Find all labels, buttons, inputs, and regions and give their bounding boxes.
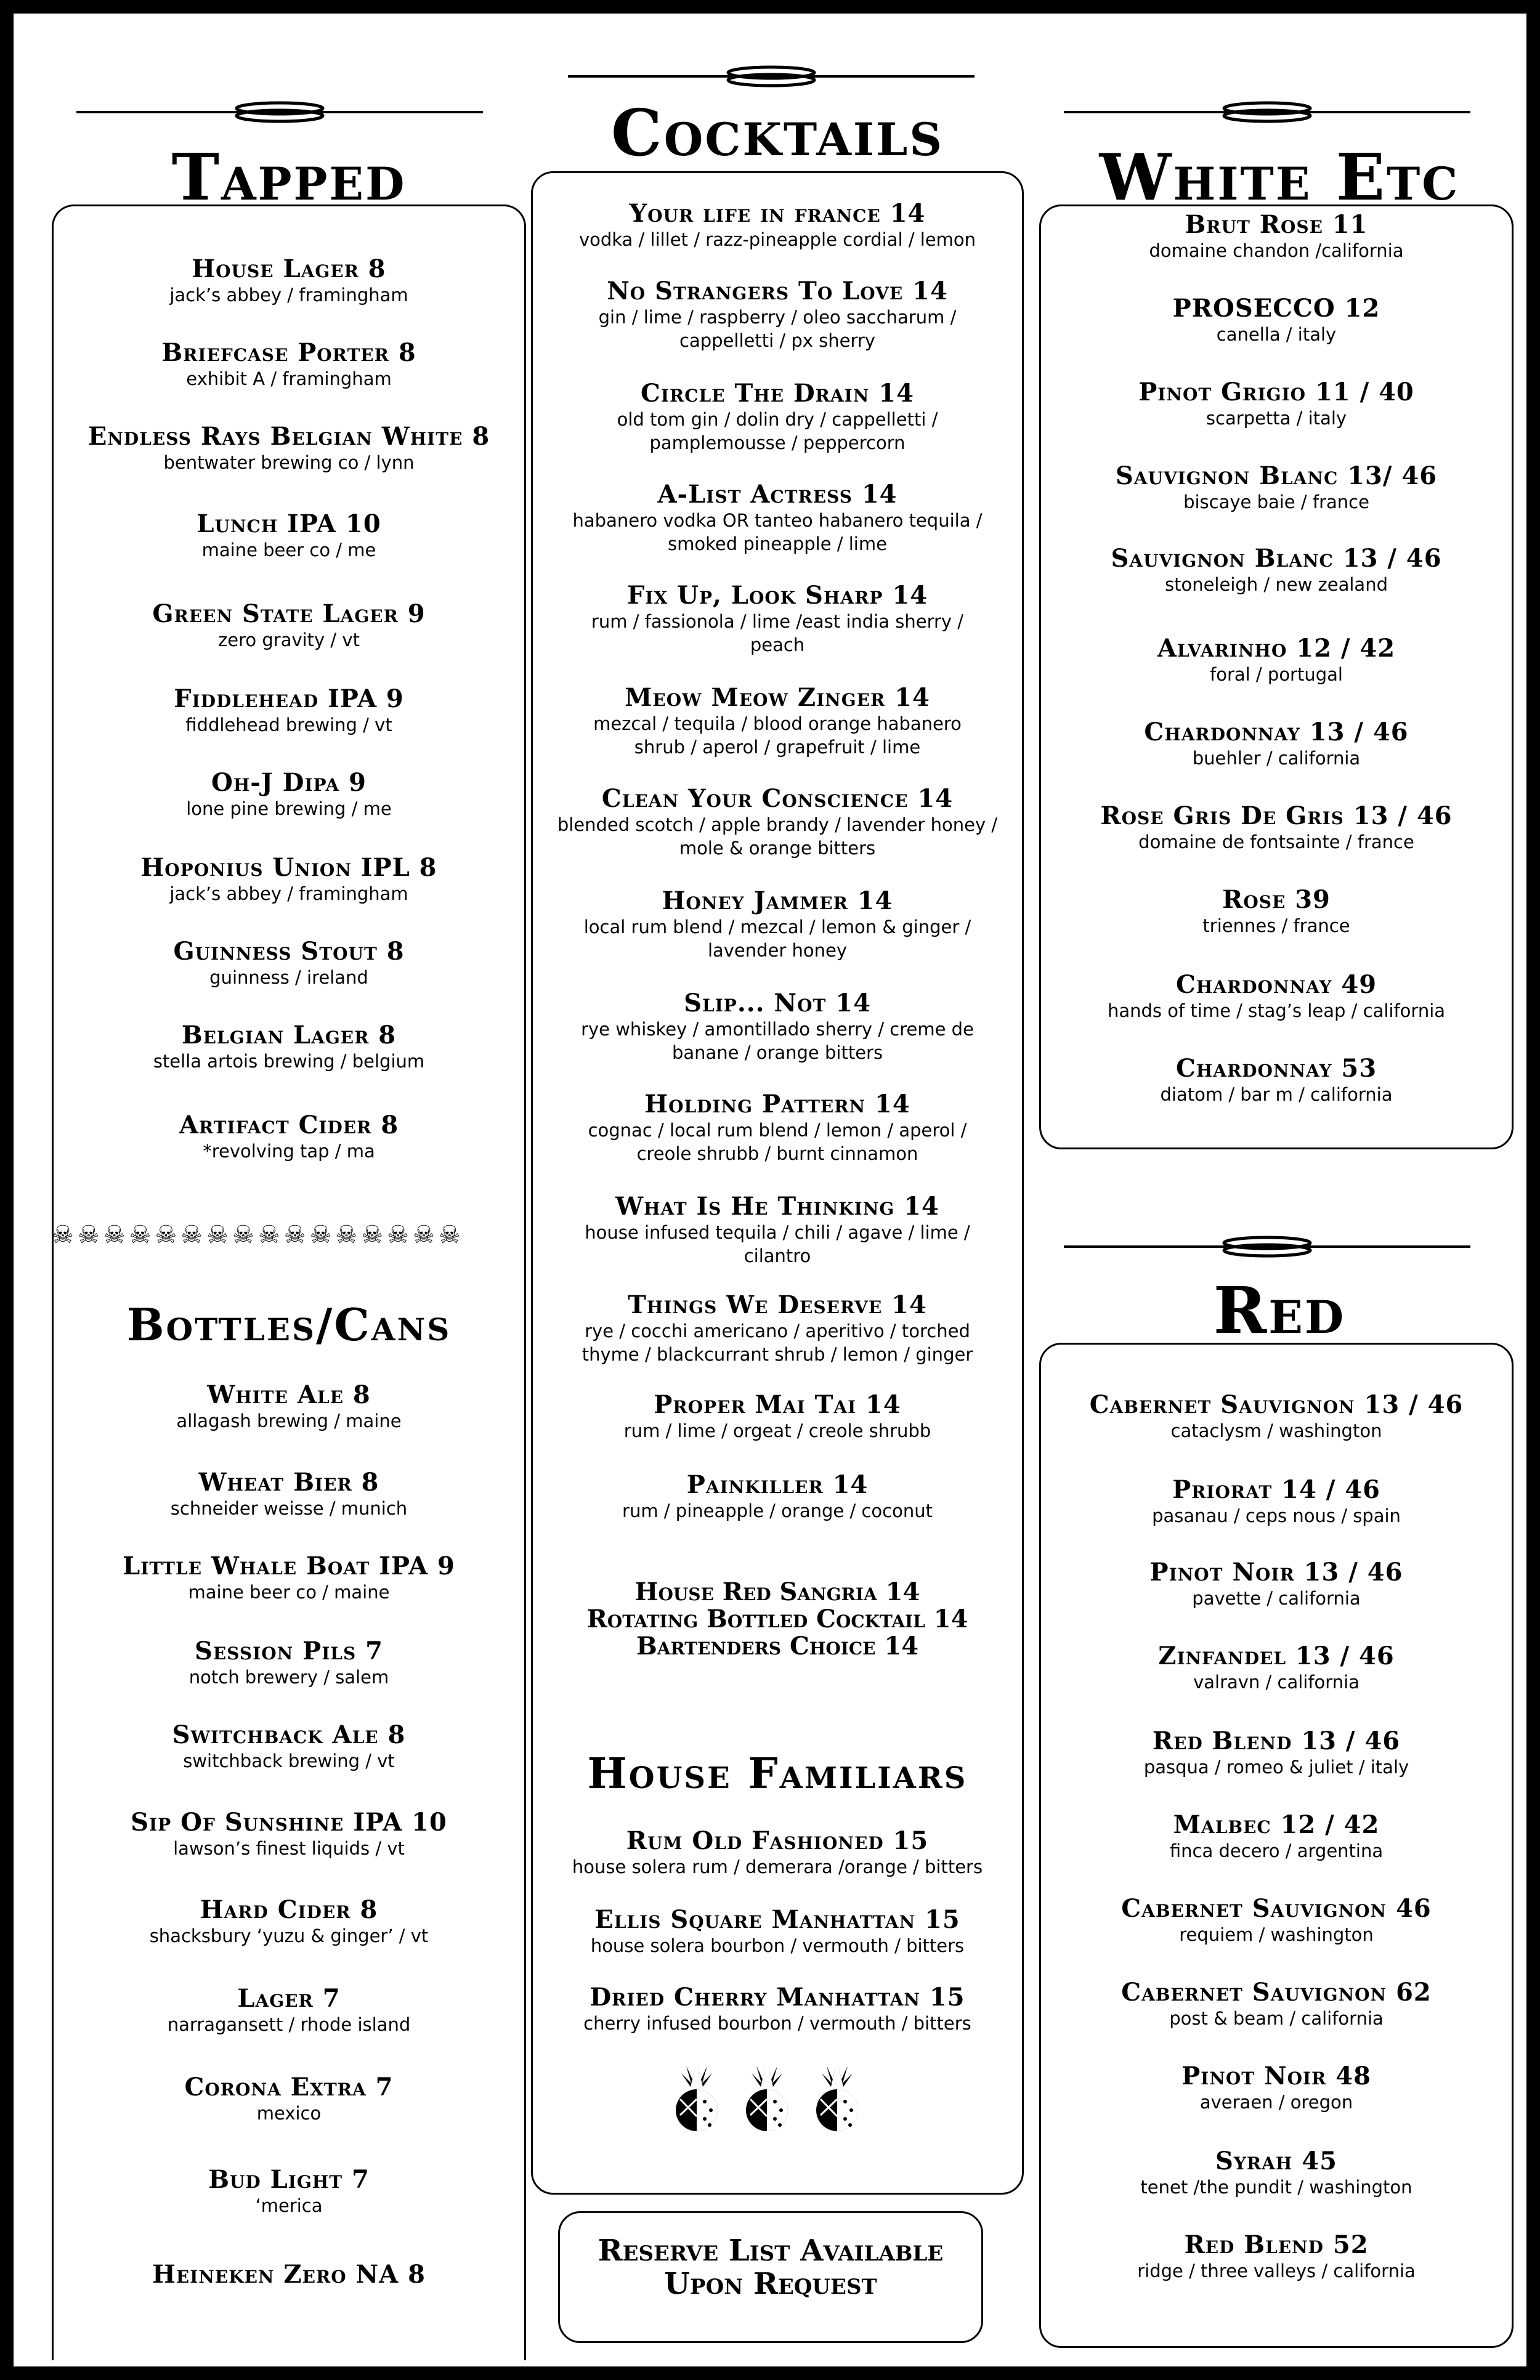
item-name: Cabernet Sauvignon 62: [1121, 1978, 1432, 2007]
item-name: House Lager 8: [192, 254, 386, 283]
menu-item: [1039, 1391, 1514, 1443]
item-description: rum / fassionola / lime /east india sherry /: [591, 611, 964, 632]
menu-item: [52, 423, 526, 474]
item-name: No Strangers To Love 14: [607, 277, 948, 306]
menu-item: [52, 769, 526, 820]
menu-item: [52, 1381, 526, 1433]
item-description: jack’s abbey / framingham: [169, 285, 408, 306]
item-description: maine beer co / me: [201, 540, 376, 561]
item-description: guinness / ireland: [209, 967, 368, 988]
menu-item: [52, 937, 526, 989]
familiars-title: House Familiars: [587, 1749, 968, 1799]
menu-item: [531, 480, 1024, 556]
item-description: smoked pineapple / lime: [668, 533, 887, 554]
menu-item: [1039, 2062, 1514, 2114]
item-description: cilantro: [744, 1245, 811, 1266]
menu-item: [1039, 1978, 1514, 2030]
menu-item: [52, 1111, 526, 1163]
menu-item: [1039, 2147, 1514, 2199]
item-name: Honey Jammer 14: [662, 886, 893, 915]
pineapple-row: [670, 2058, 864, 2132]
item-description: exhibit A / framingham: [186, 368, 392, 389]
item-name: Red Blend 13 / 46: [1152, 1726, 1401, 1755]
item-name: Holding Pattern 14: [644, 1090, 910, 1119]
menu-item: [52, 510, 526, 562]
item-description: vodka / lillet / razz-pineapple cordial / lemon: [578, 229, 976, 250]
item-name: Fix Up, Look Sharp 14: [626, 581, 928, 610]
item-name: Guinness Stout 8: [173, 937, 405, 966]
item-name: Circle The Drain 14: [641, 379, 914, 408]
item-description: fiddlehead brewing / vt: [185, 714, 392, 735]
item-description: pasanau / ceps nous / spain: [1152, 1505, 1401, 1526]
item-description: canella / italy: [1216, 324, 1337, 345]
item-description: switchback brewing / vt: [183, 1751, 395, 1771]
item-name: Bud Light 7: [208, 2165, 370, 2194]
item-description: averaen / oregon: [1199, 2092, 1353, 2113]
menu-item: [531, 684, 1024, 759]
item-name: Pinot Noir 48: [1181, 2062, 1371, 2091]
item-description: bentwater brewing co / lynn: [163, 452, 415, 473]
item-name: PROSECCO 12: [1172, 294, 1380, 323]
special-item: Rotating Bottled Cocktail 14: [586, 1605, 968, 1633]
item-description: banane / orange bitters: [671, 1042, 883, 1063]
special-item: House Red Sangria 14: [634, 1577, 920, 1606]
menu-item: [52, 2166, 526, 2217]
item-name: Slip... Not 14: [684, 989, 871, 1018]
item-description: valravn / california: [1193, 1672, 1360, 1693]
item-description: notch brewery / salem: [188, 1667, 389, 1688]
item-name: Painkiller 14: [686, 1470, 869, 1499]
item-name: What Is He Thinking 14: [615, 1192, 939, 1221]
white-title: White Etc: [1099, 139, 1460, 215]
menu-item: [52, 1896, 526, 1948]
item-description: maine beer co / maine: [188, 1582, 390, 1603]
item-description: pavette / california: [1192, 1588, 1361, 1609]
item-name: Belgian Lager 8: [181, 1021, 397, 1050]
item-description: buehler / california: [1192, 748, 1361, 769]
menu-item: [52, 1808, 526, 1860]
item-description: habanero vodka OR tanteo habanero tequila /: [572, 510, 983, 531]
menu-item: [1039, 2231, 1514, 2283]
item-description: allagash brewing / maine: [176, 1411, 402, 1431]
menu-item: [1039, 544, 1514, 596]
item-name: Things We Deserve 14: [628, 1290, 927, 1319]
menu-item: [1039, 1642, 1514, 1694]
item-name: Switchback Ale 8: [172, 1720, 406, 1749]
menu-item: [531, 1983, 1024, 2035]
item-description: biscaye baie / france: [1183, 492, 1369, 512]
item-name: Endless Rays Belgian White 8: [87, 422, 490, 451]
item-name: Oh-J Dipa 9: [211, 768, 367, 797]
item-description: shrub / aperol / grapefruit / lime: [634, 737, 921, 758]
cocktails-panel: [531, 171, 1024, 2195]
item-description: shacksbury ‘yuzu & ginger’ / vt: [149, 1925, 429, 1946]
item-description: narragansett / rhode island: [167, 2014, 411, 2035]
item-description: mole & orange bitters: [679, 838, 876, 859]
menu-item: [52, 600, 526, 652]
item-name: Fiddlehead IPA 9: [174, 684, 404, 713]
item-description: tenet /the pundit / washington: [1140, 2177, 1412, 2198]
item-name: Malbec 12 / 42: [1173, 1810, 1380, 1839]
item-name: Hard Cider 8: [200, 1895, 378, 1924]
menu-item: [531, 277, 1024, 352]
item-description: thyme / blackcurrant shrub / lemon / ginger: [582, 1344, 973, 1365]
item-description: *revolving tap / ma: [203, 1141, 375, 1162]
menu-item: [1039, 1727, 1514, 1779]
item-name: Red Blend 52: [1184, 2230, 1369, 2259]
item-name: Your life in france 14: [629, 199, 926, 228]
item-description: peach: [750, 634, 805, 655]
special-item: Bartenders Choice 14: [636, 1632, 919, 1661]
menu-item: [1039, 971, 1514, 1022]
item-description: house infused tequila / chili / agave / lime /: [585, 1222, 970, 1243]
menu-item: [531, 379, 1024, 455]
menu-item: [52, 2261, 526, 2289]
item-description: rum / lime / orgeat / creole shrubb: [623, 1420, 931, 1441]
menu-item: [52, 1721, 526, 1773]
menu-item: [52, 685, 526, 737]
menu-item: [1039, 1895, 1514, 1946]
pineapple-icon: [670, 2058, 723, 2132]
item-name: Pinot Noir 13 / 46: [1149, 1558, 1403, 1587]
item-name: Ellis Square Manhattan 15: [594, 1905, 960, 1934]
menu-item: [1039, 1054, 1514, 1106]
item-name: Rose 39: [1222, 885, 1331, 914]
menu-item: [52, 1637, 526, 1689]
reserve-list-notice: [558, 2211, 983, 2343]
item-name: Sauvignon Blanc 13/ 46: [1115, 461, 1438, 490]
menu-item: [531, 1192, 1024, 1268]
item-description: diatom / bar m / california: [1160, 1084, 1393, 1105]
item-name: Session Pils 7: [195, 1637, 383, 1666]
item-description: hands of time / stag’s leap / california: [1107, 1000, 1446, 1021]
menu-item: [1039, 1811, 1514, 1863]
menu-item: [1039, 802, 1514, 854]
skull-divider-icon: ☠☠☠☠☠☠☠☠☠☠☠☠☠☠☠☠: [52, 1221, 464, 1249]
item-name: Cabernet Sauvignon 46: [1121, 1894, 1432, 1923]
item-description: foral / portugal: [1210, 664, 1343, 685]
item-description: local rum blend / mezcal / lemon & ginger /: [583, 917, 971, 937]
menu-item: [1039, 634, 1514, 686]
item-description: lawson’s finest liquids / vt: [173, 1838, 405, 1859]
item-description: domaine de fontsainte / france: [1138, 832, 1414, 852]
item-description: cognac / local rum blend / lemon / aperol /: [588, 1120, 967, 1141]
item-name: Lager 7: [237, 1984, 341, 2013]
item-name: Heineken Zero NA 8: [152, 2260, 426, 2289]
item-description: pasqua / romeo & juliet / italy: [1143, 1757, 1409, 1778]
item-name: Rum Old Fashioned 15: [626, 1826, 929, 1855]
item-name: Chardonnay 49: [1175, 970, 1377, 999]
item-description: lavender honey: [707, 940, 848, 961]
item-description: stella artois brewing / belgium: [153, 1051, 425, 1072]
item-description: creole shrubb / burnt cinnamon: [636, 1143, 918, 1164]
menu-item: [52, 2073, 526, 2125]
menu-item: [52, 1552, 526, 1604]
bottles-title: Bottles/Cans: [126, 1298, 452, 1351]
reserve-line: Upon Request: [664, 2267, 877, 2301]
menu-item: [1039, 378, 1514, 430]
menu-item: [531, 200, 1024, 251]
item-name: Meow Meow Zinger 14: [625, 683, 930, 712]
item-name: Alvarinho 12 / 42: [1157, 634, 1396, 663]
menu-item: [1039, 718, 1514, 770]
menu-item: [1039, 294, 1514, 346]
item-description: finca decero / argentina: [1169, 1840, 1384, 1861]
item-name: Syrah 45: [1215, 2147, 1337, 2176]
item-name: Proper Mai Tai 14: [654, 1390, 901, 1419]
menu-item: [52, 1468, 526, 1520]
menu-item: [531, 1906, 1024, 1957]
menu-item: [1039, 1476, 1514, 1528]
menu-item: [52, 854, 526, 905]
cocktails-title: Cocktails: [610, 95, 944, 171]
item-name: Chardonnay 13 / 46: [1144, 718, 1409, 747]
menu-item: [1039, 886, 1514, 937]
menu-item: [531, 785, 1024, 860]
tapped-title: Tapped: [171, 139, 407, 215]
item-name: Clean Your Conscience 14: [601, 784, 954, 813]
menu-item: [52, 255, 526, 307]
item-name: Pinot Grigio 11 / 40: [1138, 378, 1414, 407]
item-description: cappelletti / px sherry: [679, 330, 875, 351]
item-description: schneider weisse / munich: [170, 1498, 408, 1519]
scroll-flourish-icon: [76, 100, 483, 124]
menu-item: [1039, 462, 1514, 514]
item-name: Brut Rose 11: [1185, 210, 1368, 239]
item-description: house solera bourbon / vermouth / bitters: [590, 1935, 965, 1956]
item-name: White Ale 8: [207, 1380, 371, 1409]
item-description: triennes / france: [1202, 915, 1350, 936]
menu-item: [531, 581, 1024, 657]
item-name: Briefcase Porter 8: [161, 338, 416, 367]
pineapple-icon: [811, 2058, 864, 2132]
item-name: Artifact Cider 8: [179, 1111, 399, 1139]
item-name: Little Whale Boat IPA 9: [123, 1552, 455, 1581]
item-name: Hoponius Union IPL 8: [140, 853, 437, 882]
item-description: pamplemousse / peppercorn: [649, 432, 906, 453]
item-description: lone pine brewing / me: [186, 798, 392, 819]
item-name: Dried Cherry Manhattan 15: [590, 1983, 965, 2012]
item-name: A-List Actress 14: [657, 480, 898, 509]
menu-item: [531, 1471, 1024, 1523]
item-description: stoneleigh / new zealand: [1164, 574, 1388, 595]
menu-item: [531, 1827, 1024, 1879]
item-description: rye / cocchi americano / aperitivo / torched: [585, 1321, 970, 1342]
item-name: Green State Lager 9: [152, 599, 426, 628]
menu-item: [52, 339, 526, 391]
item-name: Sip Of Sunshine IPA 10: [131, 1808, 447, 1837]
item-name: Chardonnay 53: [1175, 1054, 1377, 1083]
menu-item: [531, 887, 1024, 962]
item-description: post & beam / california: [1169, 2008, 1384, 2029]
red-title: Red: [1213, 1273, 1346, 1348]
scroll-flourish-icon: [568, 64, 975, 89]
item-name: Lunch IPA 10: [197, 509, 381, 538]
item-description: ‘merica: [255, 2195, 323, 2216]
item-description: house solera rum / demerara /orange / bitters: [572, 1856, 983, 1877]
item-description: blended scotch / apple brandy / lavender honey /: [557, 814, 998, 835]
item-description: mezcal / tequila / blood orange habanero: [593, 713, 962, 734]
item-description: scarpetta / italy: [1206, 408, 1347, 429]
item-name: Rose Gris De Gris 13 / 46: [1100, 801, 1453, 830]
menu-item: [531, 1291, 1024, 1366]
item-name: Zinfandel 13 / 46: [1158, 1641, 1395, 1670]
menu-item: [531, 989, 1024, 1064]
item-description: cherry infused bourbon / vermouth / bitters: [583, 2013, 971, 2034]
item-name: Cabernet Sauvignon 13 / 46: [1089, 1390, 1464, 1419]
item-description: requiem / washington: [1179, 1924, 1374, 1945]
item-name: Priorat 14 / 46: [1172, 1475, 1380, 1504]
menu-item: [1039, 1558, 1514, 1610]
reserve-line: Reserve List Available: [598, 2233, 944, 2268]
menu-item: [52, 1985, 526, 2036]
item-description: rum / pineapple / orange / coconut: [622, 1500, 933, 1521]
pineapple-icon: [740, 2058, 793, 2132]
menu-item: [1039, 211, 1514, 262]
menu-item: [52, 1021, 526, 1073]
menu-item: [531, 1090, 1024, 1165]
item-name: Corona Extra 7: [184, 2073, 394, 2102]
item-description: rye whiskey / amontillado sherry / creme de: [581, 1019, 974, 1040]
item-name: Sauvignon Blanc 13 / 46: [1111, 544, 1442, 573]
item-description: domaine chandon /california: [1149, 240, 1404, 261]
item-description: zero gravity / vt: [218, 629, 360, 650]
item-description: old tom gin / dolin dry / cappelletti /: [617, 409, 938, 430]
item-description: gin / lime / raspberry / oleo saccharum /: [598, 307, 957, 328]
item-description: cataclysm / washington: [1170, 1420, 1382, 1441]
menu-page: [14, 14, 1526, 2366]
item-description: jack’s abbey / framingham: [169, 883, 408, 904]
item-name: Wheat Bier 8: [198, 1468, 379, 1497]
scroll-flourish-icon: [1064, 1234, 1470, 1259]
item-description: ridge / three valleys / california: [1137, 2261, 1416, 2281]
scroll-flourish-icon: [1064, 100, 1470, 124]
menu-item: [531, 1391, 1024, 1443]
item-description: mexico: [256, 2103, 322, 2124]
